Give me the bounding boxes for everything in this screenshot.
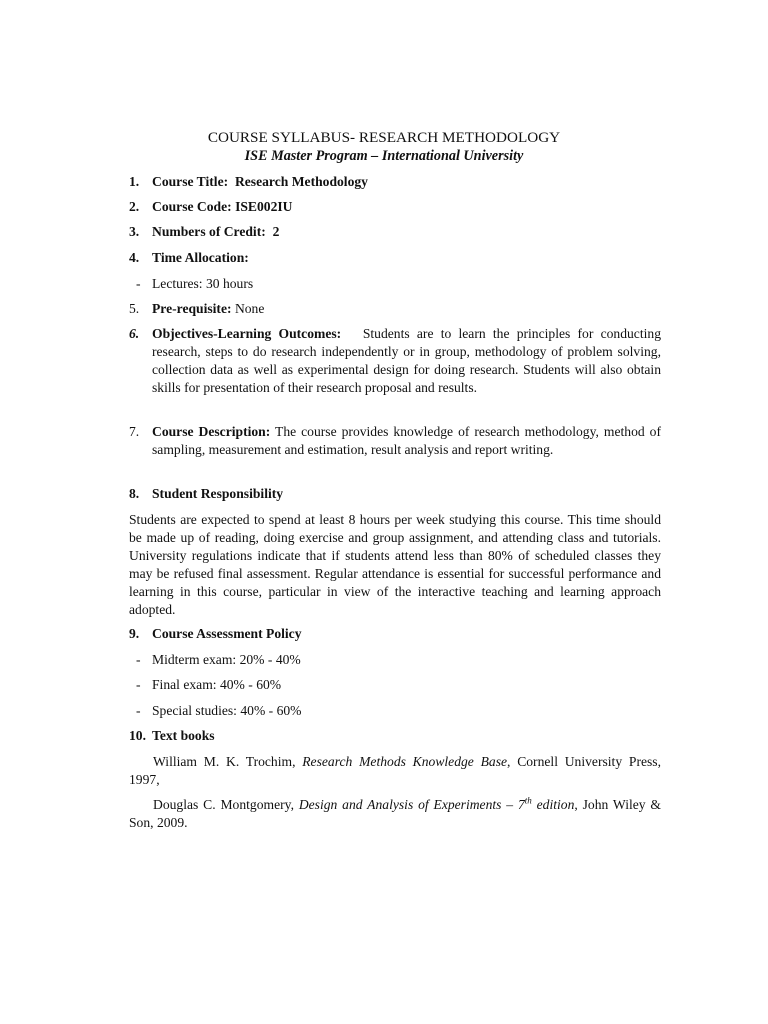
reference-trochim bbox=[129, 753, 661, 789]
ref-sup: th bbox=[524, 795, 532, 806]
item-course-code bbox=[129, 198, 661, 216]
item-label: Pre-requisite: bbox=[152, 301, 232, 316]
item-assessment-policy bbox=[129, 625, 661, 643]
item-label: Student Responsibility bbox=[152, 486, 284, 501]
ref-title: Research Methods Knowledge Base bbox=[302, 754, 508, 769]
bullet-special-studies bbox=[129, 702, 661, 720]
item-value: 2 bbox=[272, 224, 280, 239]
document-subtitle: ISE Master Program – International University bbox=[244, 148, 524, 164]
item-number: 9. bbox=[129, 626, 140, 641]
item-number: 3. bbox=[129, 224, 140, 239]
item-text: The course provides knowledge of research methodology, method of sampling, measurement and estimation, result analysis and report writing. bbox=[152, 424, 661, 457]
bullet-dash: - bbox=[136, 703, 141, 718]
ref-author: William M. K. Trochim, bbox=[153, 754, 296, 769]
item-course-title bbox=[129, 173, 661, 191]
item-number: 10. bbox=[129, 728, 146, 743]
responsibility-paragraph: Students are expected to spend at least 8 hours per week studying this course. This time should be made up of reading, doing exercise and group assignment, and attending class and tutorials. University regulations indicate that if students attend less than 80% of scheduled classes they may be refused final assessment. Regular attendance is essential for successful performance and learning in this course, particular in view of the interactive teaching and learning approach adopted. bbox=[129, 512, 661, 617]
item-text: Students are to learn the principles for conducting research, steps to do research independently or in group, methodology of problem solving, collection data as well as experimental design for doing research. Students will also obtain skills for presentation of their research proposal and results. bbox=[152, 326, 661, 395]
item-value: Research Methodology bbox=[234, 174, 368, 189]
bullet-text: Final exam: 40% - 60% bbox=[152, 677, 282, 692]
item-label: Numbers of Credit: bbox=[152, 224, 266, 239]
ref-rest: , John Wiley & Son, 2009. bbox=[129, 797, 661, 830]
ref-title-suffix: edition bbox=[531, 797, 575, 812]
item-number: 6. bbox=[129, 326, 140, 341]
bullet-midterm bbox=[129, 651, 661, 669]
item-objectives bbox=[129, 325, 661, 397]
bullet-dash: - bbox=[136, 652, 141, 667]
item-value: ISE002IU bbox=[235, 199, 293, 214]
reference-montgomery bbox=[129, 796, 661, 832]
bullet-text: Midterm exam: 20% - 40% bbox=[152, 652, 301, 667]
ref-author: Douglas C. Montgomery, bbox=[153, 797, 294, 812]
item-text-books bbox=[129, 727, 661, 745]
item-number: 5. bbox=[129, 301, 140, 316]
bullet-dash: - bbox=[136, 276, 141, 291]
item-number: 4. bbox=[129, 250, 140, 265]
item-label: Time Allocation: bbox=[152, 250, 249, 265]
item-label: Text books bbox=[152, 728, 215, 743]
item-value: None bbox=[234, 301, 265, 316]
item-course-description bbox=[129, 423, 661, 459]
bullet-dash: - bbox=[136, 677, 141, 692]
item-label: Course Description: bbox=[152, 424, 271, 439]
item-number: 1. bbox=[129, 174, 140, 189]
item-time-allocation bbox=[129, 249, 661, 267]
item-label: Objectives-Learning Outcomes: bbox=[152, 326, 342, 341]
item-number: 7. bbox=[129, 424, 140, 439]
ref-rest: , Cornell University Press, 1997, bbox=[129, 754, 661, 787]
item-label: Course Assessment Policy bbox=[152, 626, 302, 641]
bullet-text: Special studies: 40% - 60% bbox=[152, 703, 302, 718]
item-prerequisite bbox=[129, 300, 661, 318]
document-title: COURSE SYLLABUS- RESEARCH METHODOLOGY bbox=[207, 129, 561, 146]
item-number: 8. bbox=[129, 486, 140, 501]
item-student-responsibility bbox=[129, 485, 661, 503]
item-label: Course Code: bbox=[152, 199, 232, 214]
bullet-lectures bbox=[129, 275, 661, 293]
ref-title: Design and Analysis of Experiments – 7 bbox=[298, 797, 525, 812]
item-credits bbox=[129, 223, 661, 241]
item-number: 2. bbox=[129, 199, 140, 214]
item-label: Course Title: bbox=[152, 174, 229, 189]
bullet-text: Lectures: 30 hours bbox=[152, 276, 254, 291]
bullet-final bbox=[129, 676, 661, 694]
